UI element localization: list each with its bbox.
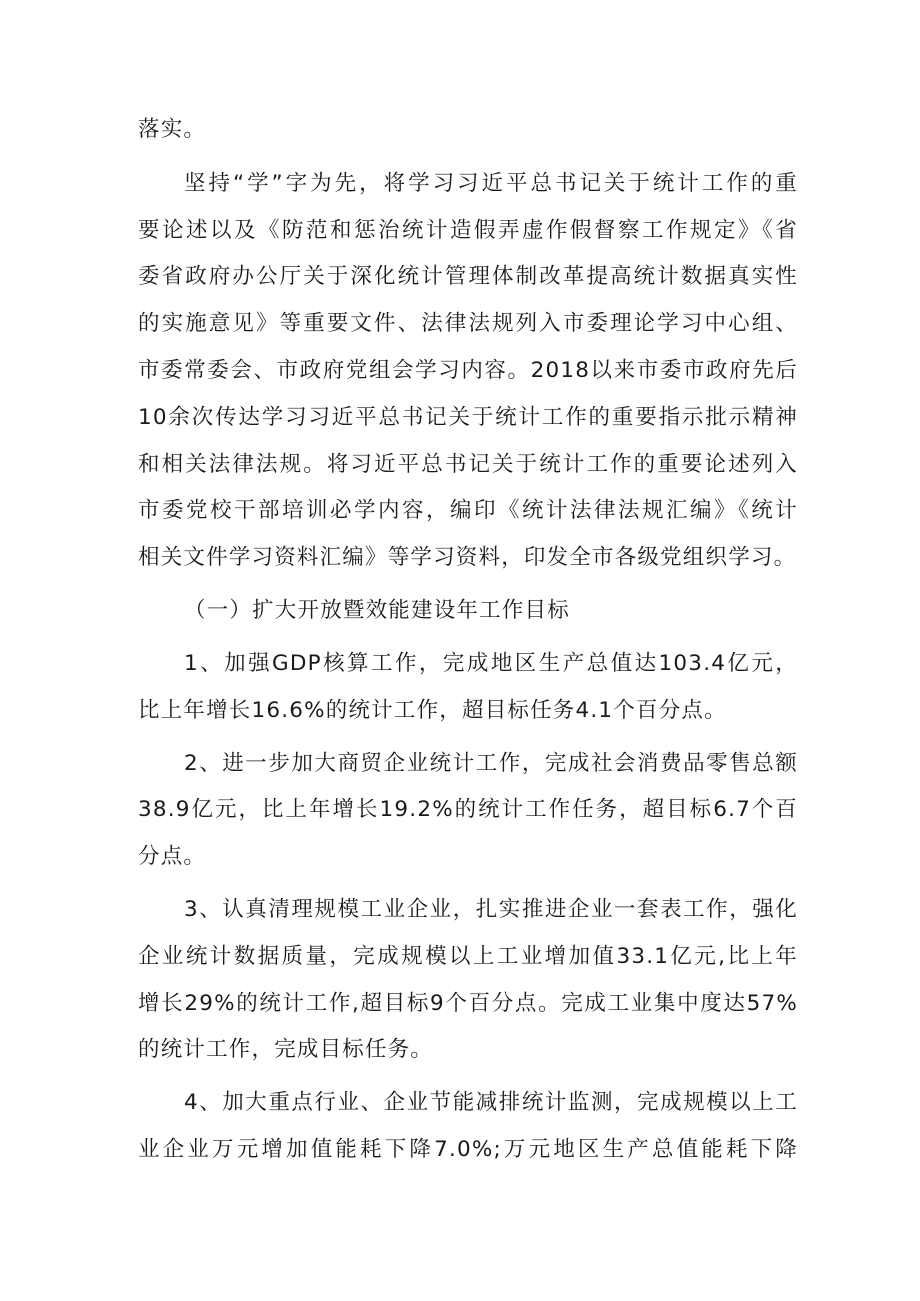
text-line: 的实施意见》等重要文件、法律法规列入市委理论学习中心组、 <box>138 311 798 336</box>
text-line: 市委党校干部培训必学内容，编印《统计法律法规汇编》《统计 <box>138 498 798 523</box>
text-line: 10余次传达学习习近平总书记关于统计工作的重要指示批示精神 <box>138 405 798 430</box>
text-line: 委省政府办公厅关于深化统计管理体制改革提高统计数据真实性 <box>138 264 798 289</box>
section-heading: （一）扩大开放暨效能建设年工作目标 <box>184 598 570 623</box>
text-line: 相关文件学习资料汇编》等学习资料，印发全市各级党组织学习。 <box>138 545 797 570</box>
list-item-line: 3、认真清理规模工业企业，扎实推进企业一套表工作，强化 <box>184 897 798 922</box>
text-line: 要论述以及《防范和惩治统计造假弄虚作假督察工作规定》《省 <box>138 218 798 243</box>
text-line: 市委常委会、市政府党组会学习内容。2018以来市委市政府先后 <box>138 358 798 383</box>
text-line: 落实。 <box>138 117 207 142</box>
text-line: 企业统计数据质量，完成规模以上工业增加值33.1亿元,比上年 <box>138 944 798 969</box>
text-line: 38.9亿元，比上年增长19.2%的统计工作任务，超目标6.7个百 <box>138 797 798 822</box>
text-line: 分点。 <box>138 844 207 869</box>
list-item-line: 4、加大重点行业、企业节能减排统计监测，完成规模以上工 <box>184 1090 798 1115</box>
text-line: 比上年增长16.6%的统计工作，超目标任务4.1个百分点。 <box>138 698 727 723</box>
list-item-line: 1、加强GDP核算工作，完成地区生产总值达103.4亿元， <box>184 651 798 676</box>
paragraph-start-line: 坚持“学”字为先，将学习习近平总书记关于统计工作的重 <box>184 171 798 196</box>
list-item-line: 2、进一步加大商贸企业统计工作，完成社会消费品零售总额 <box>184 751 798 776</box>
text-line: 的统计工作，完成目标任务。 <box>138 1037 434 1062</box>
text-line: 增长29%的统计工作,超目标9个百分点。完成工业集中度达57% <box>138 991 798 1016</box>
text-line: 业企业万元增加值能耗下降7.0%;万元地区生产总值能耗下降 <box>138 1137 798 1162</box>
text-line: 和相关法律法规。将习近平总书记关于统计工作的重要论述列入 <box>138 452 798 477</box>
